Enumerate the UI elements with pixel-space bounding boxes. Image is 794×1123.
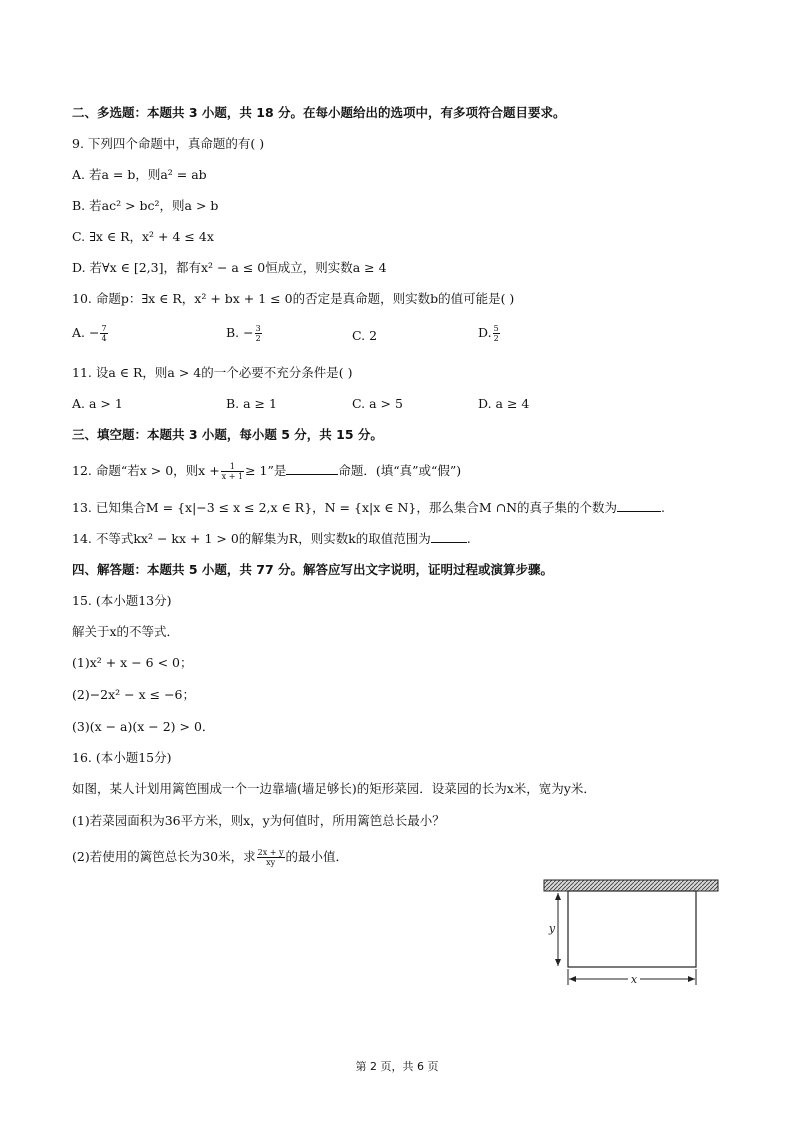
section-solve-heading: 四、解答题：本题共 5 小题，共 77 分。解答应写出文字说明，证明过程或演算步骤。 <box>72 562 554 577</box>
q16-part-2-fraction <box>257 848 285 867</box>
q16-part-1: (1)若菜园面积为36平方米，则x，y为何值时，所用篱笆总长最小？ <box>72 813 445 828</box>
y-arrow-bottom <box>555 959 561 966</box>
q10-option-b <box>226 324 263 343</box>
q16-intro: 如图，某人计划用篱笆围成一个一边靠墙(墙足够长)的矩形菜园．设菜园的长为x米，宽为y米． <box>72 781 596 796</box>
q12-answer-blank[interactable] <box>286 462 338 475</box>
garden-rectangle <box>568 891 696 967</box>
q14-text: 14. 不等式kx² − kx + 1 > 0的解集为R，则实数k的取值范围为 <box>72 531 431 546</box>
q15-part-3: (3)(x − a)(x − 2) > 0． <box>72 719 215 734</box>
q11-option-d: D. a ≥ 4 <box>478 396 530 411</box>
q16-head: 16. (本小题15分) <box>72 750 172 765</box>
q12-denominator: x + 1 <box>221 472 244 481</box>
q16-part-2-pre: (2)若使用的篱笆总长为30米，求 <box>72 849 256 864</box>
label-x: x <box>630 973 638 986</box>
x-arrow-left <box>569 976 576 982</box>
q13-end: . <box>661 500 666 515</box>
q16-part-2-post: 的最小值． <box>285 849 349 864</box>
q15-part-2: (2)−2x² − x ≤ −6； <box>72 687 196 702</box>
wall <box>544 880 718 891</box>
q10-option-d <box>478 324 501 343</box>
q10-option-b-numerator: 3 <box>255 324 261 333</box>
x-arrow-right <box>688 976 695 982</box>
q11-option-c: C. a > 5 <box>352 396 403 411</box>
q14-line <box>72 530 471 548</box>
q16-part-2-numerator: 2x + y <box>257 848 284 857</box>
q11-option-a: A. a > 1 <box>72 396 123 411</box>
q10-option-a-prefix: A. − <box>72 325 100 340</box>
q9-option-a: A. 若a = b，则a² = ab <box>72 167 207 182</box>
q15-head: 15. (本小题13分) <box>72 593 172 608</box>
q9-option-b: B. 若ac² > bc²，则a > b <box>72 198 219 213</box>
q9-stem: 9. 下列四个命题中，真命题的有( ) <box>72 136 265 151</box>
q15-intro: 解关于x的不等式． <box>72 624 180 639</box>
q16-part-2 <box>72 848 348 867</box>
q10-option-d-numerator: 5 <box>493 324 499 333</box>
q10-option-a-numerator: 7 <box>101 324 107 333</box>
q9-option-c: C. ∃x ∈ R，x² + 4 ≤ 4x <box>72 229 214 244</box>
page-footer: 第 2 页，共 6 页 <box>355 1060 439 1073</box>
garden-figure <box>538 874 726 990</box>
q11-option-b: B. a ≥ 1 <box>226 396 277 411</box>
q11-stem: 11. 设a ∈ R，则a > 4的一个必要不充分条件是( ) <box>72 365 353 380</box>
q10-option-a-fraction <box>100 324 107 343</box>
q12-tail: 命题．(填“真”或“假”) <box>338 463 462 478</box>
q10-option-a <box>72 324 109 343</box>
q9-option-d: D. 若∀x ∈ [2,3]，都有x² − a ≤ 0恒成立，则实数a ≥ 4 <box>72 260 387 275</box>
y-arrow-top <box>555 893 561 900</box>
label-y: y <box>548 922 556 935</box>
q15-part-1: (1)x² + x − 6 < 0； <box>72 655 193 670</box>
q16-part-2-denominator: xy <box>266 858 276 867</box>
q10-stem: 10. 命题p：∃x ∈ R，x² + bx + 1 ≤ 0的否定是真命题，则实数b的值可能是( ) <box>72 291 515 306</box>
section-multi-heading: 二、多选题：本题共 3 小题，共 18 分。在每小题给出的选项中，有多项符合题目要求。 <box>72 105 566 120</box>
q13-text: 13. 已知集合M = {x|−3 ≤ x ≤ 2,x ∈ R}，N = {x|x ∈ N}，那么集合M ∩N的真子集的个数为 <box>72 500 618 515</box>
q12-pre: 12. 命题“若x > 0，则x + <box>72 463 220 478</box>
q10-option-a-denominator: 4 <box>101 334 107 343</box>
q10-option-d-fraction <box>493 324 500 343</box>
q12-numerator: 1 <box>221 462 244 472</box>
q10-option-d-prefix: D. <box>478 325 492 340</box>
q14-end: . <box>466 531 471 546</box>
q13-answer-blank[interactable] <box>617 499 661 512</box>
q12-line <box>72 462 461 481</box>
q12-post: ≥ 1”是 <box>245 463 287 478</box>
q10-option-c: C. 2 <box>352 328 378 343</box>
q10-option-b-fraction <box>255 324 262 343</box>
q10-option-d-denominator: 2 <box>493 334 499 343</box>
q10-option-b-prefix: B. − <box>226 325 254 340</box>
q14-answer-blank[interactable] <box>431 530 467 543</box>
section-fill-heading: 三、填空题：本题共 3 小题，每小题 5 分，共 15 分。 <box>72 427 383 442</box>
q10-option-b-denominator: 2 <box>255 334 261 343</box>
q12-fraction <box>221 462 244 481</box>
q13-line <box>72 499 665 517</box>
